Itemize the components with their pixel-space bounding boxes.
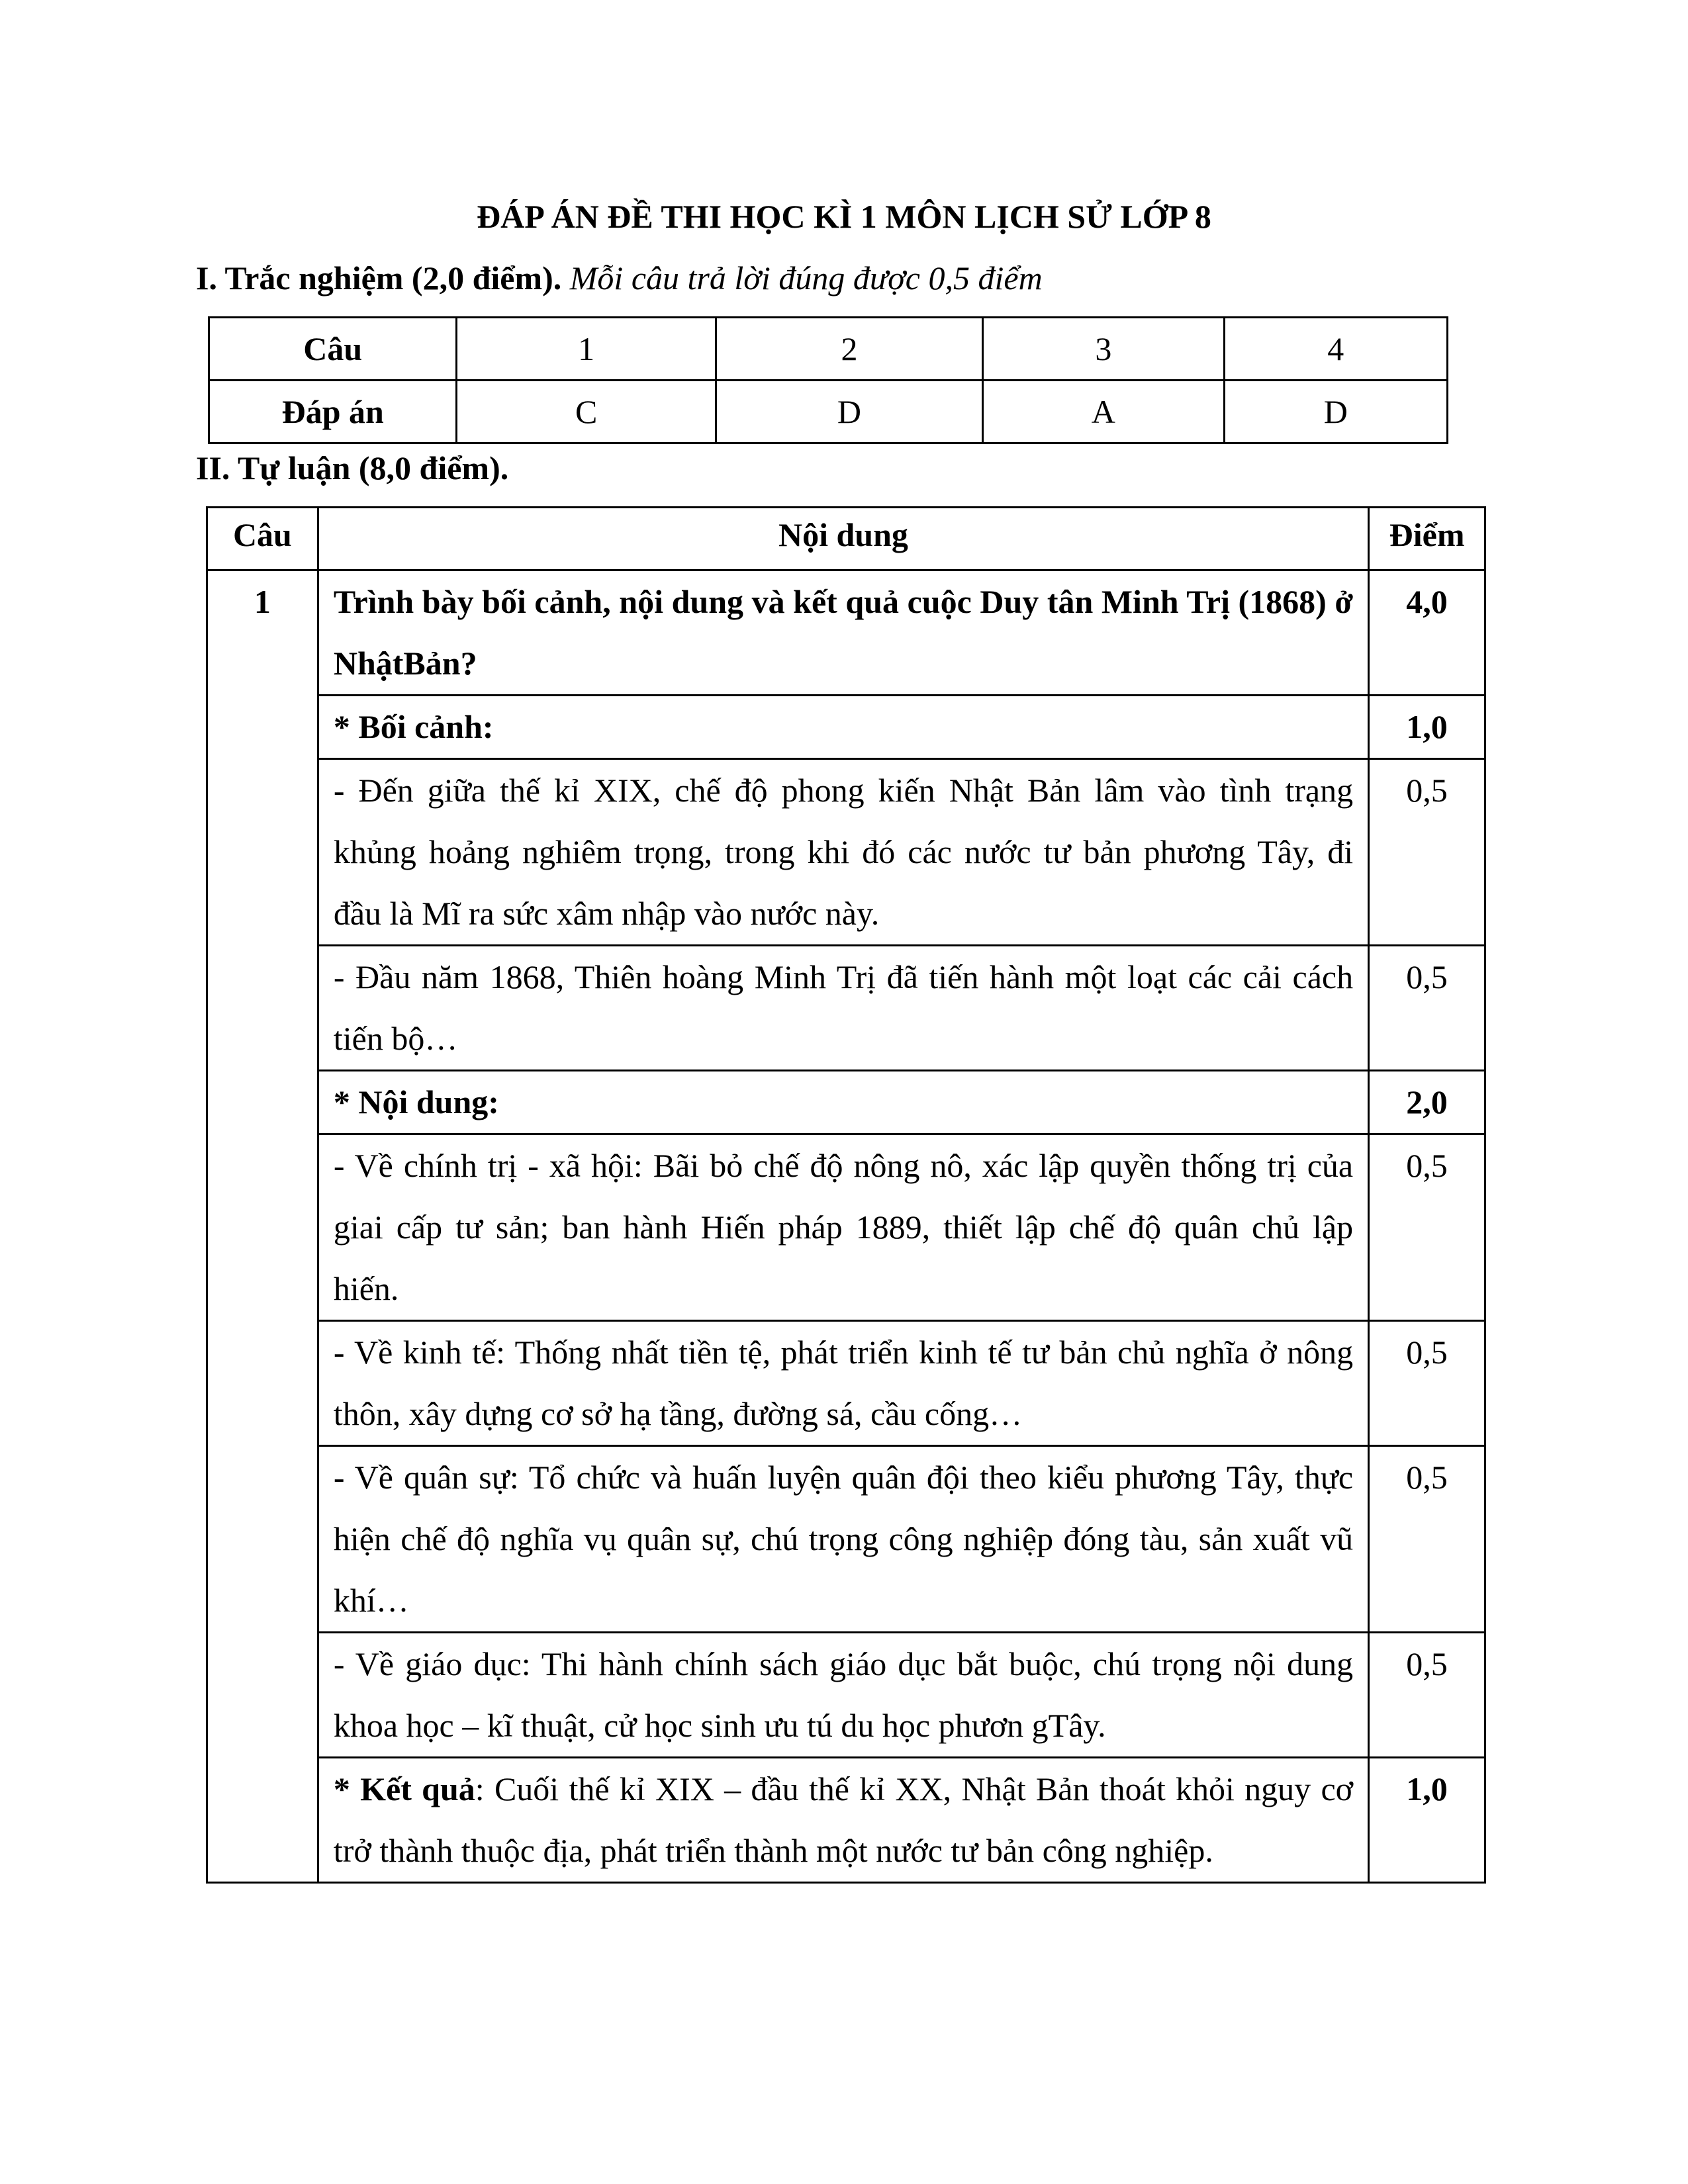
multiple-choice-answer-table xyxy=(208,316,1448,444)
points-cell: 0,5 xyxy=(1369,759,1485,946)
subsection-label: * Bối cảnh: xyxy=(318,696,1368,759)
table-row xyxy=(207,696,1485,759)
essay-header-row xyxy=(207,508,1485,570)
points-cell: 0,5 xyxy=(1369,946,1485,1071)
essay-answer-table xyxy=(206,506,1486,1884)
question-row-label: Câu xyxy=(209,318,457,381)
content-cell: - Đầu năm 1868, Thiên hoàng Minh Trị đã tiến hành một loạt các cải cách tiến bộ… xyxy=(318,946,1368,1071)
table-row xyxy=(207,1321,1485,1446)
table-row xyxy=(207,1633,1485,1758)
answer-row xyxy=(209,381,1448,443)
points-cell: 1,0 xyxy=(1369,1758,1485,1883)
answer-value: C xyxy=(457,381,716,443)
table-row xyxy=(207,759,1485,946)
answer-value: A xyxy=(983,381,1224,443)
points-cell: 2,0 xyxy=(1369,1071,1485,1134)
table-row xyxy=(207,946,1485,1071)
question-number: 2 xyxy=(716,318,982,381)
question-number: 3 xyxy=(983,318,1224,381)
question-number: 4 xyxy=(1224,318,1447,381)
section-1-title: I. Trắc nghiệm (2,0 điểm). xyxy=(196,259,562,296)
question-prompt: Trình bày bối cảnh, nội dung và kết quả cuộc Duy tân Minh Trị (1868) ở NhậtBản? xyxy=(318,570,1368,696)
section-2-heading: II. Tự luận (8,0 điểm). xyxy=(196,449,509,486)
table-row xyxy=(207,1446,1485,1633)
points-cell: 0,5 xyxy=(1369,1446,1485,1633)
content-cell: - Về chính trị - xã hội: Bãi bỏ chế độ nông nô, xác lập quyền thống trị của giai cấp tư sản; ban hành Hiến pháp 1889, thiết lập chế độ quân chủ lập hiến. xyxy=(318,1134,1368,1321)
question-number-cell: 1 xyxy=(207,570,318,1883)
header-question: Câu xyxy=(207,508,318,570)
points-cell: 0,5 xyxy=(1369,1633,1485,1758)
content-cell: - Về quân sự: Tổ chức và huấn luyện quân đội theo kiểu phương Tây, thực hiện chế độ nghĩa vụ quân sự, chú trọng công nghiệp đóng tàu, sản xuất vũ khí… xyxy=(318,1446,1368,1633)
header-points: Điểm xyxy=(1369,508,1485,570)
section-1-note: Mỗi câu trả lời đúng được 0,5 điểm xyxy=(569,259,1043,296)
content-cell: - Về giáo dục: Thi hành chính sách giáo dục bắt buộc, chú trọng nội dung khoa học – kĩ thuật, cử học sinh ưu tú du học phươn gTây. xyxy=(318,1633,1368,1758)
points-cell: 0,5 xyxy=(1369,1134,1485,1321)
subsection-label: * Nội dung: xyxy=(318,1071,1368,1134)
points-cell: 1,0 xyxy=(1369,696,1485,759)
table-row xyxy=(207,1071,1485,1134)
section-1-heading xyxy=(196,255,1043,301)
table-row xyxy=(207,1758,1485,1883)
answer-row-label: Đáp án xyxy=(209,381,457,443)
content-cell: - Về kinh tế: Thống nhất tiền tệ, phát triển kinh tế tư bản chủ nghĩa ở nông thôn, xây dựng cơ sở hạ tầng, đường sá, cầu cống… xyxy=(318,1321,1368,1446)
points-cell: 0,5 xyxy=(1369,1321,1485,1446)
table-row xyxy=(207,570,1485,696)
answer-value: D xyxy=(1224,381,1447,443)
table-row xyxy=(207,1134,1485,1321)
points-cell: 4,0 xyxy=(1369,570,1485,696)
answer-value: D xyxy=(716,381,982,443)
content-cell: - Đến giữa thế kỉ XIX, chế độ phong kiến Nhật Bản lâm vào tình trạng khủng hoảng nghiêm trọng, trong khi đó các nước tư bản phương Tây, đi đầu là Mĩ ra sức xâm nhập vào nước này. xyxy=(318,759,1368,946)
result-cell xyxy=(318,1758,1368,1883)
header-content: Nội dung xyxy=(318,508,1368,570)
question-row xyxy=(209,318,1448,381)
question-number: 1 xyxy=(457,318,716,381)
result-text: : Cuối thế kỉ XIX – đầu thế kỉ XX, Nhật Bản thoát khỏi nguy cơ trở thành thuộc địa, phát triển thành một nước tư bản công nghiệp. xyxy=(333,1770,1354,1869)
document-title: ĐÁP ÁN ĐỀ THI HỌC KÌ 1 MÔN LỊCH SỬ LỚP 8 xyxy=(477,198,1211,235)
result-label: * Kết quả xyxy=(333,1770,475,1807)
